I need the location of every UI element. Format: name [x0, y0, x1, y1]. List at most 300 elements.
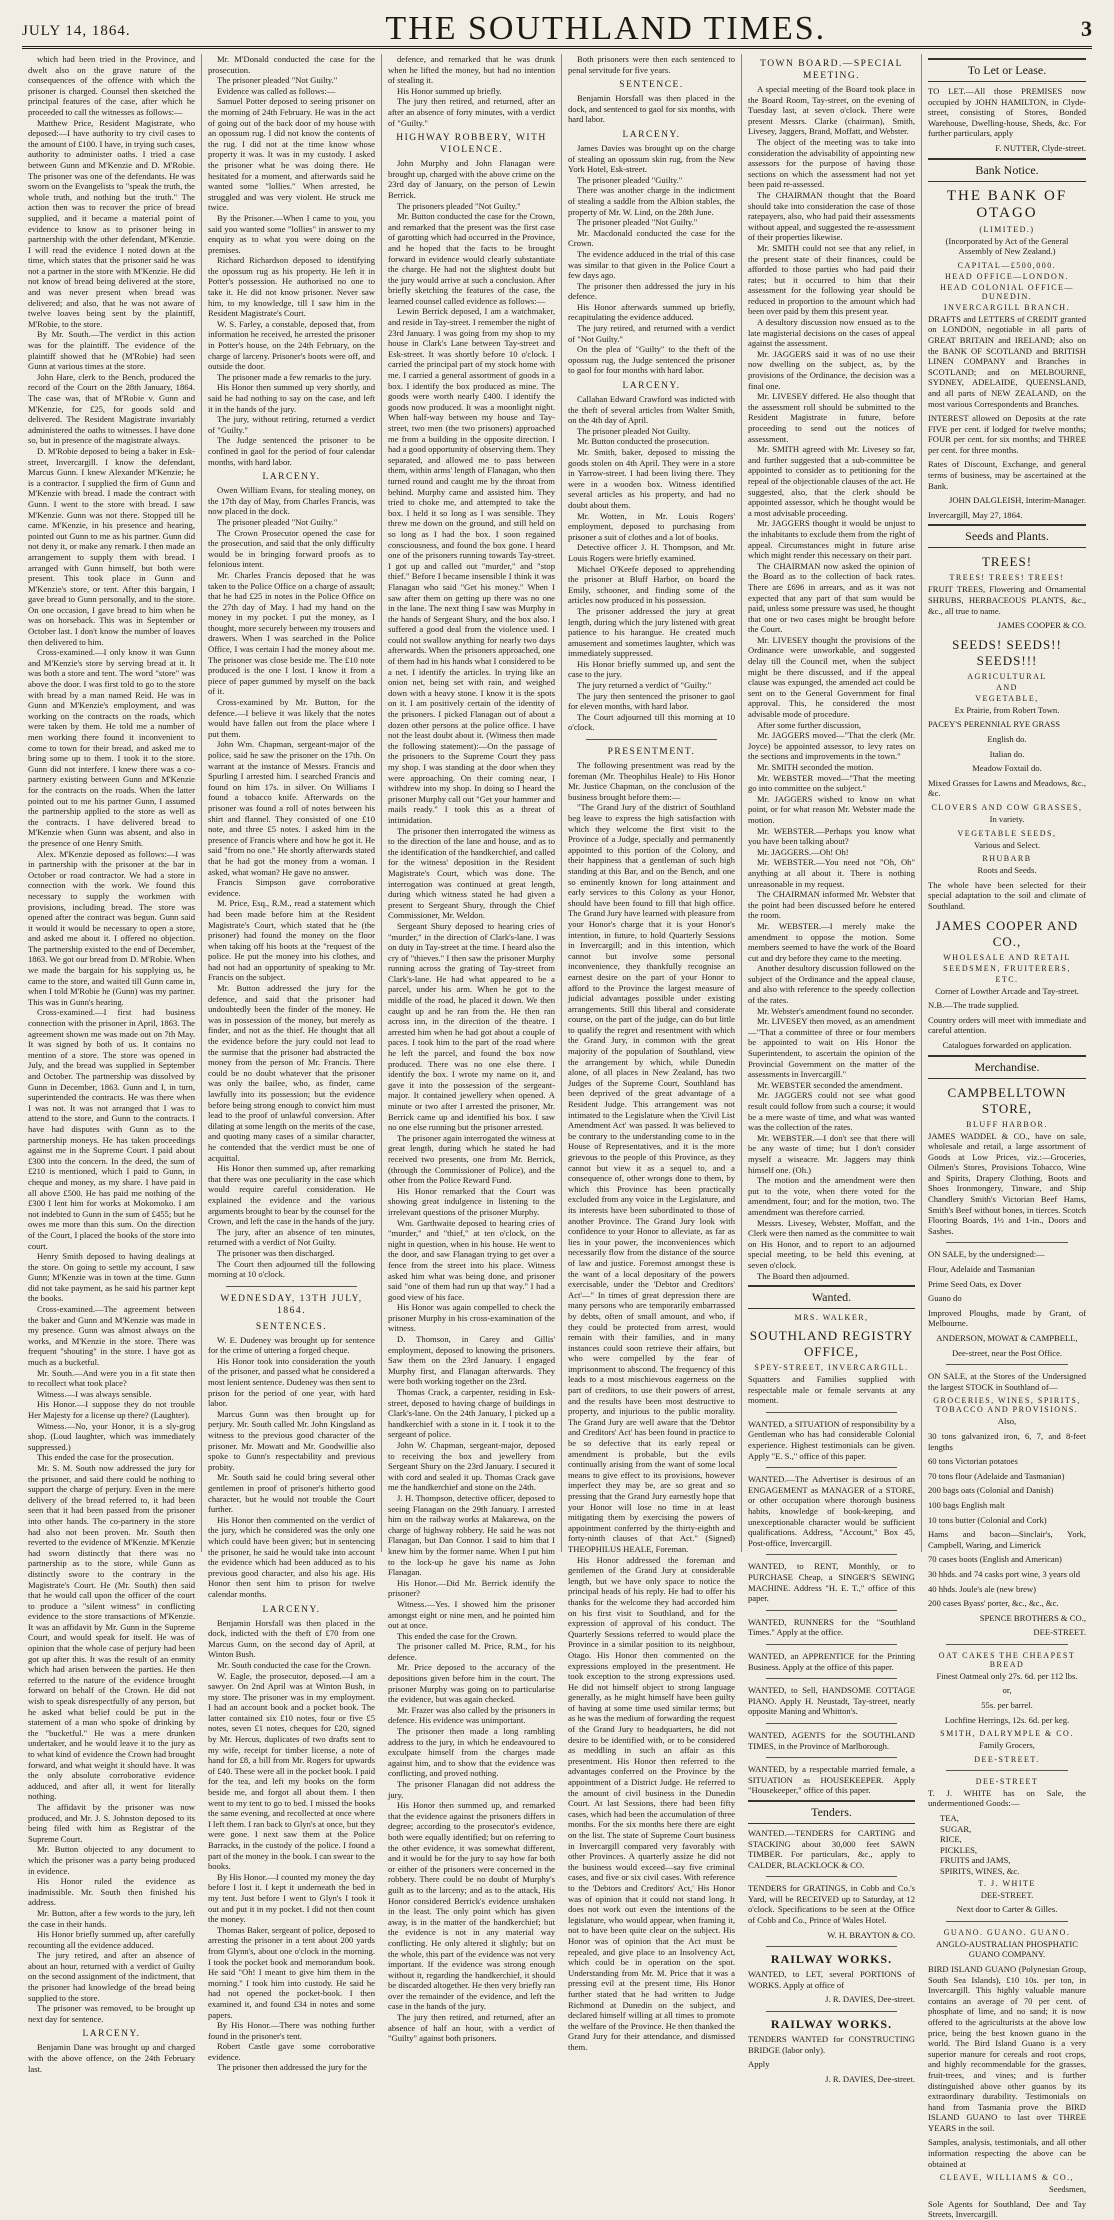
article-paragraph: Benjamin Dane was brought up and charged with the above offence, on the 24th February last. [28, 2042, 195, 2074]
registry-office-body: Squatters and Families supplied with respectable male or female servants at any moment. [748, 1374, 915, 1406]
article-paragraph: Mr. JAGGERS said it was of no use their now dwelling on the subject, as, by the provisions of the Ordinance, the decision was a final one. [748, 348, 915, 391]
article-paragraph: His Honor ruled the evidence as inadmissible. Mr. South then finished his address. [28, 1876, 195, 1908]
col3-paragraphs-2 [388, 158, 555, 2044]
col4-paragraphs-3 [568, 143, 735, 376]
white-intro: T. J. WHITE has on Sale, the undermentioned Goods:— [928, 1787, 1086, 1809]
seeds-heading: SEEDS! SEEDS!! SEEDS!!! [952, 636, 1062, 668]
white-list [928, 1813, 1086, 1877]
oat-cakes-sub: Finest Oatmeal only 27s. 6d. per 112 lbs. [936, 1670, 1078, 1681]
divider [766, 1554, 897, 1555]
divider [226, 1286, 357, 1287]
campbelltown-body: JAMES WADDEL & CO., have on sale, wholesale and retail, a large assortment of Goods at Low Prices, viz.:—Groceries, Oilmen's Stores, Provisions Tobacco, Wine and Spirits, Drapery Clothing, Boots and Shoes Ironmongery, Tinware, and Ship Chandlery Smith's Victorian Beef Hams, Smith's Beef without bones, in tierces. Scotch Flooring Boards, 1½ and 1-in., Doors and Sashes. [928, 1130, 1086, 1236]
ad-line: WANTED, to RENT, Monthly, or to PURCHASE Cheap, a SINGER'S SEWING MACHINE. Address "H. E. T.," office of this paper. [748, 1561, 915, 1604]
article-paragraph: The prisoner then interrogated the witness as to the direction of the lane and house, and as to the identification of the handkerchief, and called for the witness' deposition in the Resident Magistrate's Court, which was done. The interrogation was continued at great length, during which witness stated he had given a present to Sergeant Shury, through the Chief Commissioner, Mr. Weldon. [388, 825, 555, 921]
smith-address: DEE-STREET. [974, 1754, 1040, 1764]
seeds-ex: Ex Prairie, from Robert Town. [954, 704, 1060, 715]
divider [946, 1242, 1068, 1243]
article-paragraph: Mr. South conducted the case for the Crown. [217, 1659, 371, 1670]
article-paragraph: The object of the meeting was to take into consideration the advisability of appointing new assessors for the purpose of having those sections on which the assessment had not yet been paid re-assessed. [748, 136, 915, 190]
bank-incorporation: (Incorporated by Act of the General Assembly of New Zealand.) [945, 235, 1069, 257]
col2-paragraphs-1 [208, 54, 375, 467]
seeds-and: AND [996, 682, 1018, 692]
white-next-door: Next door to Carter & Gilles. [956, 1904, 1058, 1915]
article-paragraph: John W. Chapman, sergeant-major, deposed to receiving the box and jewellery from Sergeant Shury on the 23rd January. I secured it with cord and sealed it up. Thomas Crack gave me the handkerchief and stone on the 24th. [388, 1440, 555, 1493]
article-paragraph: Lewin Berrick deposed, I am a watchmaker, and reside in Tay-street. I remember the night of 23rd January. I was going from my shop to my house in Clark's Lane between Tay-street and Esk-street. It was shortly before 10 o'clock. I carried the principal part of my stock home with me. I carried a general assortment of goods in a box. I identify the box produced as mine. The goods were worth nearly £400. I identify the goods now produced. It was a moonlight night. When half-way between my house and Tay-street, two men (the two prisoners) approached me from a building in the opposite direction. I had a good opportunity of observing them. They separated, and allowed me to pass between them, within arms' length of Flanagan, who then turned round and caught me by the throat from behind. Murphy came and assisted him. They tried to choke me, and attempted to take the box. I held it so long as I was sensible. They threw me down on the ground, and still held on so long as I had the box. I soon regained consciousness, and found the box gone. I heard one of the prisoners running towards Tay-street. I got up and called out "murder," and "stop thief." Before I became insensible I think it was Flanagan who said "Get his money." When I saw after them on getting up there was no one in the lane. The next thing I saw was Murphy in the hands of Sergeant Shury, and the box also. I suffered a good deal from the violence used. I could not swallow anything for nearly two days afterwards. When the prisoners approached, one of them had in his hands what I considered to be a net. I identify the articles. In trying like an onion net, being set with rain, and weighed down with a heavy stone. I know it is the spots on it. I am positively certain of the identity of the prisoners. I picked Flanagan out of about a dozen other persons at the police office. I have not the least doubt about it. (Witness then made the following statement):—On the passage of the prisoners to the Supreme Court they pass my shop. I was standing at the door when they were approaching. On their coming near, I withdrew into my shop. In doing so I heard the prisoner Murphy call out "Get your hammer and mails ready." I took this as a threat of intimidation. [388, 306, 555, 825]
divider [946, 1644, 1068, 1645]
ad-line: SUGAR, [940, 1823, 972, 1834]
article-paragraph: The motion and the amendment were then put to the vote, when there voted for the amendment, four; and for the motion, two. The amendment was therefore carried. [748, 1175, 915, 1217]
col4-paragraphs-1 [568, 54, 735, 75]
trees-body: FRUIT TREES, Flowering and Ornamental SHRUBS, HERBACEOUS PLANTS, &c., &c., all true to name. [928, 584, 1086, 616]
article-paragraph: This ended the case for the Crown. [397, 1630, 518, 1641]
article-paragraph: John Wm. Chapman, sergeant-major of the police, said he saw the prisoner on the 17th. On warrant at the instance of Messrs. Francis and Spurling I arrested him. I searched Francis and found on him 17s. in silver. On Williams I found a tobacco knife. Afterwards on the prisoner was found a roll of notes between his shirt and flannel. They consisted of one £10 note, and three £5 notes. I asked him in the presence of Francis where and how he got it. He said "from no one." He shortly afterwards stated that he had got the money from a woman. I asked, what woman? He gave no answer. [208, 739, 375, 877]
ad-line: 40 hhds. Joule's ale (new brew) [928, 1583, 1036, 1594]
column-3 [382, 54, 562, 2044]
article-paragraph: Henry Smith deposed to having dealings at the store. On going to settle my account, I saw Gunn; M'Kenzie was in town at the time. Gunn did not take payment, as he said his partner kept the books. [28, 1251, 195, 1304]
oat-cakes-heading: OAT CAKES THE CHEAPEST BREAD [938, 1650, 1076, 1669]
article-paragraph: D. M'Robie deposed to being a baker in Esk-street, Invercargill. I know the defendant, Marcus Gunn. I knew Alexander M'Kenzie; he is a contractor. I supplied the firm of Gunn and M'Kenzie with bread. I made the contract with Gunn. I went to the store with bread. I saw M'Kenzie. Gunn was not there. Stopped till he came. M'Kenzie, in his presence and hearing, pointed out Gunn to me as his partner. Gunn did not deny it, or make any remark. I then made an arrangement to supply them with bread. I arranged with Gunn himself, but both were present. This took place in Gunn and M'Kenzie's store, or tent. After this bargain, I gave bread to Gunn personally, and to the store. On one occasion, I gave bread to him when he was on horseback. This was in September or October last. I don't know the number of loaves then delivered to him. [28, 445, 195, 647]
ad-line: 30 hhds. and 74 casks port wine, 3 years old [928, 1568, 1081, 1579]
presentment-heading: PRESENTMENT. [607, 747, 696, 758]
ad-line: English do. [987, 734, 1027, 744]
larceny-heading: LARCENY. [622, 129, 681, 140]
bank-branch: INVERCARGILL BRANCH. [943, 302, 1071, 312]
article-paragraph: By Mr. South.—The verdict in this action was for the plaintiff. The evidence of the plaintiff showed that he (M'Robie) had seen Gunn at various times at the store. [28, 329, 195, 372]
railway-works-heading: RAILWAY WORKS. [770, 1952, 893, 1967]
article-paragraph: Marcus Gunn was then brought up for perjury. Mr. South called Mr. John Kingsland as witness to the previous good character of the prisoner. Mr. Mowatt and Mr. Goodwillie also spoke to Gunn's respectability and previous probity. [208, 1408, 375, 1472]
seeds-vegetable: VEGETABLE, [975, 693, 1039, 703]
article-paragraph: Thomas Baker, sergeant of police, deposed to arresting the prisoner in a tent about 200 yards from Glynn's, about one o'clock in the morning. I took the pocket book and memorandum book. He said "Oh! I meant to give him them in the morning." I took him into custody. He said he had not opened the pocket-book. I then examined it, and found £34 in notes and some papers. [208, 1924, 375, 2020]
article-paragraph: The Board then adjourned. [757, 1270, 850, 1281]
campbelltown-sub: BLUFF HARBOR. [966, 1119, 1048, 1129]
guano-body: BIRD ISLAND GUANO (Polynesian Group, South Sea Islands), £10 10s. per ton, in Invercargill. This highly valuable manure contains an average of 70 per cent. of phosphate of lime, and no sand; it is now offered to the agriculturists at the above low price, being the best known guano in the world. The Bird Island Guano is a very superior manure for cereals and root crops, and highly recommendable for the grasses, fruit-trees, and vines; and is further distinguished above other guanos by its extraordinary durability. Testimonials on hand from Tasmania prove the BIRD ISLAND GUANO to last over THREE YEARS in the soil. [928, 1963, 1086, 2133]
article-paragraph: The CHAIRMAN now asked the opinion of the Board as to the collection of back rates. There are £696 in arrears, and as it was not expected that any part of that sum would be paid, unless some pressure was used, he thought that one or two cases might be brought before the Court. [748, 560, 915, 635]
ad-line: Flour, Adelaide and Tasmanian [928, 1264, 1035, 1275]
ad-line: WANTED, a SITUATION of responsibility by a Gentleman who has had considerable Colonial experience. Highest testimonials can be given. Apply "E. S.," office of this paper. [748, 1418, 915, 1461]
smith-heading: SMITH, DALRYMPLE & CO. [940, 1729, 1074, 1739]
on-sale-address: Dee-street, near the Post Office. [951, 1347, 1063, 1358]
divider [766, 1678, 897, 1679]
article-paragraph: Mr. SMITH seconded the motion. [757, 762, 874, 772]
col2-paragraphs-3 [208, 1335, 375, 1600]
sentences-heading: SENTENCES. [255, 1321, 328, 1332]
article-paragraph: The prisoner again interrogated the witness at great length, during which he stated he had received two presents, one from Mr. Berrick, (through the Commissioner of Police), and the other from the Police Reward Fund. [388, 1132, 555, 1186]
seeds-list [928, 734, 1086, 774]
registry-office-title: SOUTHLAND REGISTRY OFFICE, [749, 1328, 914, 1360]
ad-line: Prime Seed Oats, ex Dover [928, 1278, 1022, 1289]
stores-signature: SPENCE BROTHERS & CO., [979, 1612, 1086, 1623]
town-board-heading: TOWN BOARD.—SPECIAL MEETING. [760, 59, 903, 81]
article-paragraph: Another desultory discussion followed on the subject of the Ordinance and the appeal clause, and also with reference to the speedy collection of the rates. [748, 963, 915, 1006]
column-2 [202, 54, 382, 2073]
ad-line: SPIRITS, WINES, &c. [940, 1866, 1020, 1876]
article-paragraph: The jury retired, and returned with a verdict of "Not Guilty." [568, 323, 735, 344]
trees-subheading: TREES! TREES! TREES! [949, 573, 1065, 583]
article-paragraph: Witness.—No, your Honor, it is a sly-grog shop. (Loud laughter, which was immediately suppressed.) [28, 1420, 195, 1452]
stores-list [928, 1431, 1086, 1609]
newspaper-title: THE SOUTHLAND TIMES. [385, 10, 827, 47]
divider [766, 1876, 897, 1877]
article-paragraph: Cross-examined.—The agreement between the baker and Gunn and M'Kenzie was made in my presence. Gunn was almost always on the works, and M'Kenzie in the store. There was frequent "shouting" in the store. I have got as much as a bucketful. [28, 1304, 195, 1368]
ad-line: 200 cases Byass' porter, &c., &c., &c. [928, 1598, 1059, 1609]
article-paragraph: The jury retired, and after an absence of about an hour, returned with a verdict of Guilty on the second assignment of the indictment, that the prisoner had knowledge of the bread being supplied to the store. [28, 1950, 195, 2003]
seeds-clover: CLOVERS AND COW GRASSES, [931, 802, 1083, 812]
tender-signature: W. H. BRAYTON & CO. [827, 1929, 915, 1940]
article-paragraph: James Davies was brought up on the charge of stealing an opossum skin rug, from the New York Hotel, Esk-street. [568, 142, 735, 175]
bank-body: DRAFTS and LETTERS of CREDIT granted on LONDON, negotiable in all parts of GREAT BRITAIN and IRELAND; also on the BANK OF SCOTLAND and BRITISH LINEN COMPANY and Branches in SCOTLAND; and on MELBOURNE, SYDNEY, ADELAIDE, QUEENSLAND, and all parts of NEW ZEALAND, on the most various Correspondents and Branches. [928, 313, 1086, 409]
article-paragraph: Mr. WEBSTER.—I merely make the amendment to oppose the motion. Some members seemed to have the work of the Board cut and dry before they came to the meeting. [748, 920, 915, 963]
article-paragraph: Francis Simpson gave corroborative evidence. [208, 877, 375, 898]
rhubarb-sub: Roots and Seeds. [977, 865, 1037, 876]
article-paragraph: The jury then retired, and returned, after an absence of half an hour, with a verdict of "Guilty" against both prisoners. [388, 2012, 555, 2044]
railway-works-2-apply: Apply [748, 2059, 770, 2070]
oat-cakes-or: or, [1002, 1685, 1012, 1696]
article-paragraph: The prisoner addressed the jury at great length, during which the jury listened with great patience to his harangue. He created much amusement and sometimes laughter, which was immediately suppressed. [568, 605, 735, 659]
vegetable-seeds-various: Various and Select. [973, 839, 1041, 850]
ad-line: TENDERS for GRATINGS, in Cobb and Co.'s Yard, will be RECEIVED up to Saturday, at 12 o'clock. Specifications to be seen at the Office of Cobb and Co., Prince of Wales Hotel. [748, 1883, 915, 1926]
columns [22, 54, 1092, 2220]
article-paragraph: After some further discussion, [757, 719, 862, 730]
article-paragraph: His Honor then commented on the verdict of the jury, which he considered was the only one which could have been given; but in sentencing the prisoner, he said he would take into account the evidence which had been adduced as to his previous good character, and also his age. His Honor then sent him to prison for twelve calendar months. [208, 1514, 375, 1599]
article-paragraph: Cross-examined.—I only know it was Gunn and M'Kenzie's store by serving bread at it. It was both a store and tent. The word "store" was above the door. I was first told to go to the store with bread by a man named Reid. He was in Gunn and M'Kenzie's employment, and was working on the contracts on the roads, which were taken by them. He told me a number of men working there found it inconvenient to come to town for their bread, and asked me to bring some up to them. I took it to the store. Gunn did not interfere. I knew there was a co-partnery existing between Gunn and M'Kenzie for the contracts on the roads. When the latter pointed out to me his partner Gunn, I assumed the partnership applied to the store as well as the contracts. I have delivered bread to M'Kenzie when Gunn was absent, and also in the presence of one Henry Smith. [28, 647, 195, 848]
article-paragraph: His Honor remarked that the Court was showing great indulgence in listening to the irrelevant questions of the prisoner Murphy. [388, 1185, 555, 1217]
divider [766, 1610, 897, 1611]
article-paragraph: John Murphy and John Flanagan were brought up, charged with the above crime on the 23rd day of January, on the person of Lewin Berrick. [388, 158, 555, 200]
cooper-orders: Country orders will meet with immediate and careful attention. [928, 1014, 1086, 1036]
guano-heading: GUANO. GUANO. GUANO. [943, 1927, 1071, 1937]
article-paragraph: By His Honor.—There was nothing further found in the prisoner's tent. [208, 2020, 375, 2041]
ad-line: PICKLES, [940, 1844, 978, 1855]
ad-line: Meadow Foxtail do. [972, 763, 1042, 774]
article-paragraph: Robert Castle gave some corroborative evidence. [208, 2041, 375, 2062]
article-paragraph: "The Grand Jury of the district of Southland beg leave to express the high satisfaction with which they welcome the first visit to the Province of a Judge, specially and permanently appointed to this portion of the Colony, and their happiness that a gentleman of such high standing at this Bar, and on the Bench, and one so eminently known for long attainment and early services to this Colony as your Honor, should have been found to fill that high office. The Grand Jury have learned with pleasure from your Honor's charge that it is your Honor's intention, in future, to hold Quarterly Sessions in Invercargill; and in this intention, which cannot but involve some personal inconvenience, they thankfully recognise an earnest desire on the part of your Honor to afford to the Province the largest measure of judicial advantages possible under existing arrangements. Still this liberal and considerate course, on the part of the judge, can do but little to qualify the regret and resentment with which the Grand Jury, in common with the great majority of the population of Southland, view the arrangement by which, while Dunedin alone, of all places in New Zealand, has two Judges of the Supreme Court, Southland has been deprived of the great advantage of a Resident Judge. This arrangement was not intimated to the Legislature when the 'Civil List Amendment Act' was passed. It was believed to be contrary to the understanding come to in the House of Representatives, and it is the more grievous to the people of this Province, as they cannot but view it as a sequel to, and a consequence of, other wrongs done to them, by which this Province has been practically excluded from any voice in the Legislature, and its interests have been subordinated to those of another Province. The Grand Jury look with confidence to your Honor to alleviate, as far as lies in your power, the inconveniences which necessarily flow from the distance of the source of law and justice. Foremost amongst these is the want of a local depositary of the powers exercisable, under the 'Debtor and Creditors' Act'—" In times of great depression there are many persons who are temporarily embarrassed by debts, often of small amount, and who, if they could be protected from arrest, would remain with their families, and in many instances could soon retrieve their affairs, but who were compelled by the fear of imprisonment to abscond. The frequency of this leads to a most mischievous eagerness on the part of creditors, to use their powers of arrest, and the results have been most destructive to property, and injurious to the public morality. The Grand Jury are well aware that the 'Debtor and Creditors' Act' has been found in practice to be so defective that its early repeal or amendment is probable, but the evils continually arising from the want of some local means to give effect to its provisions, however imperfect they may be, are so great and so pressing that the Grand Jury earnestly hope that your Honor will lose no time in at least mitigating them by exercising the powers of appointment conferred by the thirty-eighth and forty-ninth clauses of that Act." (Signed) THEOPHILUS HEALE, Foreman. [568, 802, 735, 1554]
article-paragraph: Mr. Smith, baker, deposed to missing the goods stolen on 4th April. They were in a store in Yarrow-street. I had been living there. They were in a wooden box. Witness identified several articles as his property, and had no doubt about them. [568, 447, 735, 510]
article-paragraph: Benjamin Horsfall was then placed in the dock, and sentenced to gaol for six months, with hard labor. [568, 93, 735, 125]
larceny-heading: LARCENY. [622, 381, 681, 392]
article-paragraph: His Honor briefly summed up, after carefully recounting all the evidence adduced. [28, 1929, 195, 1950]
article-paragraph: His Honor addressed the foreman and gentlemen of the Grand Jury at considerable length, but we have only space to notice the principal heads of his reply. He had to offer his thanks for the welcome they had accorded him on his first visit to Southland, and for the expression of approval of his conduct. The Quarterly Sessions referred to would place the Province in a similar position to its neighbour, Otago. His Honor then commented on the expressions employed in the presentment. He took exception to the strong expressions used. He did not himself object to strong language generally, as he might himself have been guilty of having at some time used similar terms; but as he was the medium of forwarding the request of the Grand Jury to headquarters, he did not desire to be identified with, or to be considered as meddling in such an affair as this presentment. His Honor then referred to the advantages conferred on the Province by the appointment of a District Judge. He referred to the amount of civil business in the Dunedin Court. At last Sessions, there had been fifty cases, which had been the accumulation of three months. For the six months here there are eight on the list. The state of Supreme Court business in Invercargill compared very favorably with other Provinces. A quarterly assize he did not the business would exceed—say five criminal cases, and five or six civil cases. With reference to the 'Debtors and Creditors' Act,' His Honor was of opinion that it could not stand long. It does not work out even the intentions of the legislature, who would appear, when framing it, not to have been quite clear on the subject. His Honor was of opinion that the Act must be repealed, and give place to an Insolvency Act, which could be in operation on the spot. Understanding from Mr. M. Price that it was a pressing evil at the present time, His Honor further stated that he had written to Judge Richmond at Dunedin on the subject, and declared himself willing at all times to promote the welfare of the Province. He then thanked the Grand Jury for their attendance, and dismissed them. [568, 1554, 735, 2052]
on-sale-list [928, 1264, 1086, 1329]
article-paragraph: The evidence adduced in the trial of this case was similar to that given in the Police Court a few days ago. [568, 248, 735, 281]
seeds-various: In variety. [989, 813, 1025, 824]
seeds-pacey: PACEY'S PERENNIAL RYE GRASS [928, 719, 1060, 730]
article-paragraph: Cross-examined.—I first had business connection with the prisoner in April, 1863. The agreement shown me was made out on 7th May. It was signed by both of us. It contains no mention of a store. The store was opened in July, and the bread was supplied in September and October. The partnership was dissolved by Gunn in December, 1863. Gunn and I, in turn, superintended the contracts. He was there when I was not. It was not arranged that I was to attend to the store, and Gunn to the contracts. I have had disputes with Gunn as to the partnership moneys. He has taken proceedings against me in the Supreme Court. I paid about £300 into the concern. In the deed, the sum of £210 is mentioned, which I paid to Gunn, in cheque and money, as my share. I have paid in all above £500. He has paid me nothing of the £300 I lent him for works at Mokomoko. I am not indebted to Gunn in the sum of £455; but he owes me more than this sum. On the direction of the Court, I placed the books of the store into court. [28, 1007, 195, 1251]
stores-also: Also, [997, 1416, 1017, 1427]
col4-paragraphs-4 [568, 394, 735, 733]
article-paragraph: Wm. Garthwaite deposed to hearing cries of "murder," and "thief," at ten o'clock, on the night in question, when in his house. He went to the door, and saw Flanagan trying to get over a fence from the street into his place. Witness asked him what was being done, and prisoner said "one of them had run up that way." I had a good view of his face. [388, 1217, 555, 1302]
col4-paragraphs-5 [568, 760, 735, 2052]
article-paragraph: The prisoner pleaded "Not Guilty." [217, 516, 338, 527]
article-paragraph: Matthew Price, Resident Magistrate, who deposed:—I have authority to try civil cases to the amount of £100. I have, in trying such cases, authority to administer oaths. I tried a case between Gunn and M'Kenzie and D. M'Robie. The prisoner was one of the defendants. He was sworn on the Evangelists to "speak the truth, the whole truth, and nothing but the truth." The action then was to recover the price of bread supplied, and it became a material point of evidence to know as to prisoner being in partnership with the other defendant, M'Kenzie. I will read the evidence I noted down at the time, which states that the prisoner said he was not a partner in the store with M'Kenzie. He did not know of bread being delivered at the store, and was never present when bread was delivered; and also, that he was not aware of twelve loaves being sent by the plaintiff, M'Robie, to the store. [28, 117, 195, 329]
article-paragraph: Mr. M'Donald conducted the case for the prosecution. [208, 54, 375, 75]
article-paragraph: Mr. Frazer was also called by the prisoners in defence. His evidence was unimportant. [388, 1704, 555, 1726]
article-paragraph: The prisoner pleaded "Not Guilty." [217, 75, 338, 86]
article-paragraph: A desultory discussion now ensued as to the late magisterial decisions on the cases of appeal against the assessment. [748, 317, 915, 349]
article-paragraph: Mr. Wotten, in Mr. Louis Rogers' employment, deposed to purchasing from prisoner a suit of clothes and a lot of books. [568, 510, 735, 542]
article-paragraph: W. E. Dudeney was brought up for sentence for the crime of uttering a forged cheque. [208, 1334, 375, 1356]
article-paragraph: Mr. Button objected to any document to which the prisoner was a party being produced in evidence. [28, 1844, 195, 1876]
article-paragraph: His Honor took into consideration the youth of the prisoner, and passed what he considered a most lenient sentence. Dudeney was then sent to prison for the period of one year, with hard labor. [208, 1355, 375, 1409]
article-paragraph: Mr. LIVESEY thought the provisions of the Ordinance were unworkable, and suggested delay till the Council met, when the subject might be there discussed, and if the appeal clause was expunged, the amended act could be sent on to the General Government for final approval. This, he considered the most advisable mode of procedure. [748, 634, 915, 720]
dee-street-heading: DEE-STREET [975, 1776, 1039, 1786]
article-paragraph: Thomas Crack, a carpenter, residing in Esk-street, deposed to having charge of buildings in Clark's-lane. On the 24th January, I picked up a handkerchief with a stone in it. I took it to the sergeant of police. [388, 1387, 555, 1440]
stores-heading: ON SALE, at the Stores of the Undersigned the largest STOCK in Southland of— [928, 1371, 1086, 1392]
article-paragraph: Sergeant Shury deposed to hearing cries of "murder," in the direction of Clark's-lane. I was on duty in Tay-street at the time. I heard also the cry of "thieves." I then saw the prisoner Murphy running across the grating of Tay-street from Clark's-lane. He had what appeared to be a parcel, under his arm. When he got to the middle of the road, he placed it down. We then caught up and he ran from the. He then ran across inn, in the direction of the theatre. I arrested him when he had got about a couple of paces. I took him to the part of the road where he left the parcel, and found the box now produced. There was no one else there. I identify the box. I wrote my name on it, and gave it into the possession of the sergeant-major. It contained jewellery when opened. A minute or two after I arrested the prisoner, Mr. Berrick came up and identified his box. I saw no one else running but the prisoner arrested. [388, 920, 555, 1133]
walker-name: MRS. WALKER, [794, 1313, 869, 1323]
divider [766, 1412, 897, 1413]
article-paragraph: Benjamin Horsfall was then placed in the dock, indicted with the theft of £70 from one Marcus Gunn, on the second day of April, at Winton Bush. [208, 1617, 375, 1660]
article-paragraph: Mr. Button conducted the case for the Crown, and remarked that the present was the first case of garotting which had occurred in the Province, and he hoped that the facts to be brought forward in evidence would clearly substantiate the charge. He had not the slightest doubt but the jury would arrive at such a conclusion. After briefly sketching the features of the case, the learned counsel called evidence as follows:— [388, 211, 555, 306]
ad-line: Guano do [928, 1293, 962, 1304]
article-paragraph: Mr. WEBSTER moved—"That the meeting go into committee on the subject." [748, 772, 915, 794]
article-paragraph: Mr. S. M. South now addressed the jury for the prisoner, and said there could be nothing to support the charge of perjury. Even in the mere delivery of the bread referred to, it had been seen that it had been passed from the prisoner into other hands. The co-partnery in the store had also not been proven. Mr. South then reverted to the evidence of M'Kenzie. M'Kenzie had sworn distinctly that there was no partnership as to the store, while Gunn as distinctly swore to the contrary in the Magistrate's Court. He (Mr. South) then said that he would call upon the officer of the court to produce a "silent witness" in conflicting evidence to the store transactions of M'Kenzie. It was an affidavit by Mr. Gunn in the Supreme Court, and would speak for itself. He was of opinion that the whole case of perjury had been got up after this. It was the result of an enmity which had arisen between the parties. He then referred to the nature of the evidence brought forward on behalf of the Crown. He did not wish to speak disrespectfully of any person, but he asked what belief could be put in the statement of a man who spoke of drinking by the "bucketful." He was a mere drunken undertaker, and he would leave it to the jury as to what kind of evidence the Crown had brought forward, and what weight it should have. It was the only absolute corroborative evidence adduced, and after all, it went for literally nothing. [28, 1462, 195, 1802]
article-paragraph: Mr. WEBSTER seconded the amendment. [757, 1079, 903, 1090]
oat-cakes-price: 55s. per barrel. [981, 1700, 1033, 1711]
article-paragraph: Mr. Price deposed to the accuracy of the depositions given before him in the court. The prisoner Murphy was going on to particularise the evidence, but was again checked. [388, 1662, 555, 1705]
article-paragraph: Samuel Potter deposed to seeing prisoner on the morning of 24th February. He was in the act of going out of the back door of my house with an opossum rug. I did not know the contents of the rug. I did not at the time know whose property it was. It was in my custody. I asked the prisoner what he was doing there. He hesitated for a moment, and afterwards said he wanted some "lollies." When arrested, he struggled and was very violent. He struck me twice. [208, 96, 375, 213]
article-paragraph: The prisoner Flanagan did not address the jury. [388, 1779, 555, 1800]
trees-signature: JAMES COOPER & CO. [997, 620, 1086, 631]
seeds-agricultural: AGRICULTURAL [967, 671, 1047, 681]
article-paragraph: The prisoner pleaded "Guilty." [577, 174, 683, 185]
article-paragraph: The jury, after an absence of ten minutes, returned with a verdict of Not Guilty. [208, 1226, 375, 1248]
article-paragraph: His Honor then summed up, after remarking that there was one peculiarity in the case which would require careful consideration. He explained the evidence and the various arguments brought to bear by the counsel for the Crown, and left the case in the hands of the jury. [208, 1163, 375, 1227]
railway-works-2-body: TENDERS WANTED for CONSTRUCTING BRIDGE (labor only). [748, 2034, 915, 2055]
article-paragraph: Owen William Evans, for stealing money, on the 17th day of May, from Charles Francis, was now placed in the dock. [208, 485, 375, 517]
article-paragraph: The prisoner was removed, to be brought up next day for sentence. [28, 2003, 195, 2024]
article-paragraph: Mr. Button conducted the prosecution. [577, 436, 710, 447]
column-4 [562, 54, 742, 2052]
column-6 [922, 54, 1092, 2220]
page-number: 3 [1080, 16, 1092, 41]
col2-paragraphs-4 [208, 1618, 375, 2074]
cooper-trade: SEEDSMEN, FRUITERERS, [943, 963, 1071, 973]
article-paragraph: Mr. WEBSTER.—Perhaps you know what you have been talking about? [748, 825, 915, 847]
article-paragraph: The prisoner made a few remarks to the jury. [217, 371, 372, 382]
article-paragraph: Cross-examined by Mr. Button, for the defence.—I believe it was likely that the notes would have fallen out from the place where I put them. [208, 697, 375, 739]
article-paragraph: J. H. Thompson, detective officer, deposed to seeing Flanagan on the 29th January. I arrested him on the railway works at Makarewa, on the charge of highway robbery. He said he was not Flanagan, but Dan Connor. I said to him that I knew him by the former name. When I put him to the lock-up he gave his name as John Flanagan. [388, 1492, 555, 1578]
guano-signature: CLEAVE, WILLIAMS & CO., [939, 2173, 1075, 2183]
article-paragraph: Mr. South said he could bring several other gentlemen in proof of prisoner's hitherto good character, but he would not trouble the Court further. [208, 1472, 375, 1515]
article-paragraph: Alex. M'Kenzie deposed as follows:—I was in partnership with the prisoner at the bar in October or road contractor. We had a store in connection with the work. We found this necessary to supply the workmen with provisions, including bread. The store was opened after the contract was begun. Gunn said it would it would be necessary to open a store, and asked me about it. I offered no objection. The partnership existed to the end of December, 1863. We got our bread from D. M'Robie. When we made the bargain for his supplying us, he came to the store, and waited till Gunn came in, when I told M'Robie he (Gunn) was my partner. This was in Gunn's hearing. [28, 848, 195, 1007]
bank-signature: JOHN DALGLEISH, Interim-Manager. [949, 495, 1086, 506]
rhubarb-heading: RHUBARB [982, 854, 1032, 864]
larceny-heading: LARCENY. [82, 2029, 141, 2040]
article-paragraph: The jury then retired, and returned, after an after an absence of forty minutes, with a verdict of "Guilty." [388, 96, 555, 128]
article-paragraph: The prisoner pleaded Not Guilty. [577, 425, 691, 436]
article-paragraph: M. Price, Esq., R.M., read a statement which had been made before him at the Resident Magistrate's Court, which stated that he (the prisoner) had found the money on the floor when taking off his boots at the "request of the police. He put the money into his clothes, and had not had an opportunity of speaking to Mr. Francis on the subject. [208, 898, 375, 983]
article-paragraph: By His Honor.—I counted my money the day before I lost it. I kept it underneath the bed in my tent. Just before I went to Glyn's I took it out and put it in my pocket. I did not then count the money. [208, 1871, 375, 1925]
campbelltown-heading: CAMPBELLTOWN STORE, [947, 1084, 1067, 1116]
article-paragraph: Mr. JAGGERS.—Oh! Oh! [757, 846, 849, 857]
masthead [22, 4, 1092, 49]
article-paragraph: Michael O'Keefe deposed to apprehending the prisoner at Bluff Harbor, on board the Emily, schooner, and finding some of the articles now produced in his possession. [568, 563, 735, 606]
divider [766, 2011, 897, 2012]
article-paragraph: Witness.—I was always sensible. [37, 1388, 152, 1399]
article-paragraph: The prisoner pleaded "Not Guilty." [577, 217, 698, 228]
white-signature: T. J. WHITE [978, 1878, 1036, 1888]
trees-heading: TREES! [981, 554, 1033, 570]
article-paragraph: W. S. Farley, a constable, deposed that, from information he received, he arrested the prisoner in Potter's house, on the 24th February, on the charge of larceny. Prisoner's boots were off, and outside the door. [208, 318, 375, 372]
article-paragraph: Evidence was called as follows:— [217, 85, 336, 96]
bank-date: Invercargill, May 27, 1864. [928, 509, 1023, 520]
ad-line: TEA, [940, 1813, 959, 1824]
ad-line: 100 bags English malt [928, 1499, 1005, 1510]
col3-paragraphs-1 [388, 54, 555, 128]
larceny-heading: LARCENY. [262, 472, 321, 483]
article-paragraph: His Honor.—I suppose they do not trouble Her Majesty for a license up there? (Laughter). [28, 1399, 195, 1420]
seeds-body: The whole have been selected for their special adaptation to the soil and climate of Southland. [928, 879, 1086, 911]
section-to-let: To Let or Lease. [928, 58, 1086, 82]
smith-sub: Family Grocers, [979, 1740, 1035, 1751]
ad-line: WANTED.—TENDERS for CARTING and STACKING about 30,000 feet SAWN TIMBER. For particulars, &c., apply to CALDER, BLACKLOCK & CO. [748, 1827, 915, 1870]
ad-line: Improved Ploughs, made by Grant, of Melbourne. [928, 1307, 1086, 1329]
article-paragraph: Mr. Webster's amendment found no seconder. [757, 1005, 914, 1016]
article-paragraph: Both prisoners were then each sentenced to penal servitude for five years. [568, 54, 735, 75]
issue-date: JULY 14, 1864. [22, 23, 131, 39]
article-paragraph: Mr. Button addressed the jury for the defence, and said that the prisoner had undoubtedly been the finder of the money. He was in possession of the money, but merely as finder, and not as the thief. He thought that all the evidence before the jury could not lead to the surmise that the prisoner had abstracted the money from the person of Mr. Francis. There could be no doubt whatever that the prisoner was only the bailee, who, as finder, came lawfully into its possession; but the evidence before being strong enough to convict him must lead to the proof of unlawful conversion. After dilating at some length on the merits of the case, and quoting many cases of a similar character, he contended that the verdict must be one of acquittal. [208, 983, 375, 1163]
divider [766, 1467, 897, 1468]
bank-interest: INTEREST allowed on Deposits at the rate FIVE per cent. if lodged for twelve months; FOUR per cent. for six months; and THREE per cent. for three months. [928, 413, 1086, 455]
article-paragraph: Mr. Button, after a few words to the jury, left the case in their hands. [28, 1907, 195, 1929]
divider [946, 1364, 1068, 1365]
section-merchandise: Merchandise. [928, 1055, 1086, 1079]
article-paragraph: Mr. Macdonald conducted the case for the Crown. [568, 227, 735, 249]
section-bank: Bank Notice. [928, 158, 1086, 182]
article-paragraph: The jury then sentenced the prisoner to gaol for eleven months, with hard labor. [568, 690, 735, 712]
article-paragraph: Mr. JAGGERS moved—"That the clerk (Mr. Joyce) be appointed assessor, to levy rates on the sections and improvements in the town." [748, 730, 915, 762]
bank-name: THE BANK OF OTAGO [946, 187, 1068, 221]
to-let-body: TO LET.—All those PREMISES now occupied by JOHN HAMILTON, in Clyde-street, consisting of Stores, Bonded Warehouse, Dwelling-house, Sheds, &c. For further particulars, apply [928, 86, 1086, 139]
article-paragraph: Messrs. Livesey, Webster, Moffatt, and the Clerk were then named as the committee to wait on His Honor, and to report to an adjourned special meeting, to be held this evening, at seven o'clock. [748, 1217, 915, 1270]
guano-seedsmen: Seedsmen, [1049, 2184, 1086, 2195]
column-5 [742, 54, 922, 2084]
article-paragraph: defence, and remarked that he was drunk when he lifted the money, but had no intention of stealing it. [388, 54, 555, 86]
divider [946, 1921, 1068, 1922]
cooper-etc: ETC. [995, 974, 1019, 984]
article-paragraph: His Honor was again compelled to check the prisoner Murphy in his cross-examination of the witness. [388, 1302, 555, 1334]
section-tenders: Tenders. [748, 1800, 915, 1824]
article-paragraph: His Honor briefly summed up, and sent the case to the jury. [568, 658, 735, 680]
article-paragraph: There was another charge in the indictment of stealing a saddle from the Albion stables, the property of Mr. W. Lind, on the 28th June. [568, 185, 735, 217]
section-wanted: Wanted. [748, 1285, 915, 1309]
article-paragraph: Mr. SMITH agreed with Mr. Livesey so far, and further suggested that a sub-committee be appointed to consider as to petitioning for the repeal of the objectionable clauses of the act. He suggested, also, that the clerk should be appointed assessor, which he thought would be a most advisable proceeding. [748, 444, 915, 518]
stores-sub: GROCERIES, WINES, SPIRITS, TOBACCO AND PROVISIONS. [933, 1396, 1081, 1415]
article-paragraph: The Court then adjourned till the following morning at 10 o'clock. [208, 1258, 375, 1280]
on-sale-heading: ON SALE, by the undersigned:— [928, 1249, 1045, 1260]
col2-paragraphs-2 [208, 485, 375, 1280]
article-paragraph: His Honor.—Did Mr. Berrick identify the prisoner? [388, 1577, 555, 1599]
white-address: DEE-STREET. [980, 1889, 1034, 1900]
ad-line: 10 tons butter (Colonial and Cork) [928, 1514, 1047, 1525]
ad-line: WANTED, to Sell, HANDSOME COTTAGE PIANO. Apply H. Neustadt, Tay-street, nearly opposite Maning and Whitton's. [748, 1685, 915, 1717]
article-paragraph: Witness.—Yes. I showed him the prisoner amongst eight or nine men, and he pointed him out at once. [388, 1598, 555, 1631]
article-paragraph: On the plea of "Guilty" to the theft of the opossum rug, the Judge sentenced the prisoner to gaol for four months with hard labor. [568, 344, 735, 376]
divider [766, 1757, 897, 1758]
article-paragraph: By the Prisoner.—When I came to you, you said you wanted some "lollies" in answer to my enquiry as to what you were doing on the premises. [208, 212, 375, 255]
ad-line: 70 cases boots (English and American) [928, 1554, 1062, 1565]
article-paragraph: Richard Richardson deposed to identifying the opossum rug as his property. He left it in Potter's possession. He authorised no one to take it. He did not know prisoner. Never saw him, to my knowledge, till I saw him in the Resident Magistrate's Court. [208, 255, 375, 319]
article-paragraph: D. Thomson, in Carey and Gillis' employment, deposed to knowing the prisoners. Saw them on the 23rd January. I engaged Murphy first, and Flanagan afterwards. They were both working together on the 23rd. [388, 1334, 555, 1387]
ad-line: FRUITS and JAMS, [940, 1855, 1011, 1866]
article-paragraph: His Honor then summed up very shortly, and said he had nothing to say on the case, and left it in the hands of the jury. [208, 382, 375, 414]
ad-line: 70 tons flour (Adelaide and Tasmanian) [928, 1470, 1065, 1481]
article-paragraph: The prisoner was then discharged. [217, 1247, 335, 1258]
article-paragraph: The CHAIRMAN thought that the Board should take into consideration the case of those ratepayers, also, who had paid their assessments without appeal, and suggested the re-assessment of their properties likewise. [748, 189, 915, 243]
ad-line: Italian do. [989, 748, 1025, 759]
article-paragraph: John Hare, clerk to the Bench, produced the record of the Court on the 28th January, 1864. The case was, that of M'Robie v. Gunn and M'Kenzie, for £25, for goods sold and delivered. The Resident Magistrate invariably administered the oaths to witnesses. I have done so, but in presence of the magistrate always. [28, 371, 195, 446]
article-paragraph: Mr. LIVESEY differed. He also thought that the assessment roll should be submitted to the Resident Magistrate in future, before proceeding to send out the notices of assessment. [748, 391, 915, 444]
article-paragraph: The Crown Prosecutor opened the case for the prosecution, and said that the only difficulty would be in bringing forward proofs as to felonious intent. [208, 527, 375, 570]
bank-rates: Rates of Discount, Exchange, and general terms of business, may be ascertained at the Bank. [928, 459, 1086, 491]
article-paragraph: The prisoners pleaded "Not Guilty." [397, 200, 521, 211]
divider [586, 739, 717, 740]
article-paragraph: The jury returned a verdict of "Guilty." [577, 680, 712, 691]
cooper-catalogue: Catalogues forwarded on application. [942, 1039, 1072, 1050]
article-paragraph: His Honor then summed up, and remarked that the evidence against the prisoners differs in degree; according to the prosecutor's evidence, both were equally identified; but on referring to the other evidence, it was somewhat different, and it would be for the jury to say how far both or either of the prisoners were concerned in the robbery. There could be no doubt of Murphy's guilt as to the larceny; and as to the attack, His Honor considered Berrick's evidence unshaken in the least. The only point which has given away, is in the matter of the handkerchief; but the evidence is not in any material way conflicting. He only altered it slightly; but on the whole, this part of the evidence was not very important. If the evidence was strong enough without it, regarding the handkerchief, it should be discarded altogether. He then very briefly ran over the remainder of the evidence, and left the case in the hands of the jury. [388, 1800, 555, 2012]
ad-line: 30 tons galvanized iron, 6, 7, and 8-feet lengths [928, 1430, 1086, 1452]
guano-agents: Sole Agents for Southland, Dee and Tay Streets, Invercargill. [928, 2198, 1086, 2220]
ad-line: 60 tons Victorian potatoes [928, 1456, 1018, 1467]
divider [766, 1644, 897, 1645]
article-paragraph: Mr. JAGGERS thought it would be unjust to the inhabitants to exclude them from the right of appeal. Circumstances might in future arise which might render this necessary on their part. [748, 518, 915, 561]
article-paragraph: Mr. WEBSTER.—I don't see that there will be any waste of time; but I don't consider myself a wiseacre. Mr. Jaggers may think himself one. (Oh.) [748, 1132, 915, 1175]
railway-works-2-signature: J. R. DAVIES, Dee-street. [825, 2073, 915, 2084]
divider [766, 1946, 897, 1947]
article-paragraph: Detective officer J. H. Thompson, and Mr. Louis Rogers were briefly examined. [568, 542, 735, 563]
bank-colonial-office: HEAD COLONIAL OFFICE—DUNEDIN. [940, 282, 1074, 301]
ad-line: WANTED, RUNNERS for the "Southland Times." Apply at the office. [748, 1616, 915, 1638]
stores-address: DEE-STREET. [1033, 1627, 1086, 1638]
cooper-heading: JAMES COOPER AND CO., [935, 917, 1079, 949]
sentence-heading: SENTENCE. [619, 80, 684, 91]
article-paragraph: The prisoner then addressed the jury in his defence. [568, 280, 735, 302]
bank-capital: CAPITAL—£500,000. [957, 260, 1057, 270]
ad-line: Hams and bacon—Sinclair's, York, Campbell, Waring, and Limerick [928, 1529, 1086, 1550]
on-sale-signature: ANDERSON, MOWAT & CAMPBELL, [936, 1333, 1078, 1343]
article-paragraph: which had been tried in the Province, and dwelt also on the grave nature of the consequences of the offence with which the prisoner is charged. Counsel then sketched the principal features of the case, after which he proceeded to call the witnesses as follows:— [28, 54, 195, 117]
ad-line: WANTED, by a respectable married female, a SITUATION as HOUSEKEEPER. Apply "Housekeeper," office of this paper. [748, 1764, 915, 1796]
article-paragraph: Mr. South.—And were you in a fit state then to recollect what took place? [28, 1367, 195, 1389]
article-paragraph: Callahan Edward Crawford was indicted with the theft of several articles from Walter Smith, on the 4th day of April. [568, 394, 735, 426]
article-paragraph: The prisoner called M. Price, R.M., for his defence. [388, 1641, 555, 1662]
article-paragraph: Mr. JAGGERS could not see what good result could follow from such a course; it would be a mere waste of time, and what was wanted was the collection of the rates. [748, 1090, 915, 1133]
guano-samples: Samples, analysis, testimonials, and all other information respecting the above can be obtained at [928, 2137, 1086, 2169]
article-paragraph: The affidavit by the prisoner was now produced, and Mr. J. S. Johnston deposed to its being filed with him as Registrar of the Supreme Court. [28, 1801, 195, 1844]
article-paragraph: Mr. JAGGERS wished to know on what point, or for what reason Mr. Webster made the motion. [748, 793, 915, 825]
article-paragraph: W. Eagle, the prosecutor, deposed.—I am a sawyer. On 2nd April was at Winton Bush, in my store. The prisoner was in my employment. I had an account book and a pocket book. The latter contained six £10 notes, four or five £5 notes, seven £1 notes, cheques for £20, signed by Mr. Hercus, duplicates of two drafts sent to my wife, receipt for timber license, a note of hand for £8, a bill from Mr. Rogers for upwards of £40. These were all in the pocket book. I paid for the tea, and left my books on the form beside me, and forgot all about them. I then went to my tent to go to bed. I missed the books the same evening, and recollected at once where I left them. I ran back to Glyn's at once, but they were gone. I next saw them at the Police Barracks, in the custody of the police. I found a part of the money in the book. I can swear to the books. [208, 1670, 375, 1872]
article-paragraph: The CHAIRMAN informed Mr. Webster that the point had been discussed before he entered the room. [748, 889, 915, 921]
section-seeds: Seeds and Plants. [928, 524, 1086, 548]
col5-paragraphs-1 [748, 84, 915, 1281]
col4-paragraphs-2 [568, 93, 735, 125]
article-paragraph: The Court adjourned till this morning at 10 o'clock. [568, 711, 735, 733]
article-paragraph: His Honor summed up briefly. [397, 85, 502, 96]
bank-limited: (LIMITED.) [979, 224, 1035, 234]
tender-ads [748, 1828, 915, 1926]
article-paragraph: The jury, without retiring, returned a verdict of "Guilty." [208, 414, 375, 435]
article-paragraph: This ended the case for the prosecution. [37, 1452, 174, 1463]
guano-company: ANGLO-AUSTRALIAN PHOSPHATIC GUANO COMPANY. [935, 1938, 1079, 1960]
bank-head-office: HEAD OFFICE—LONDON. [944, 271, 1070, 281]
article-paragraph: Mr. LIVESEY then moved, as an amendment—"That a committee of three or four members be appointed to wait on His Honor the Superintendent, to ascertain the opinion of the Provincial Government on the matter of the assessments in Invercargill." [748, 1016, 915, 1080]
col1-paragraphs [28, 54, 195, 2024]
ad-line: WANTED, AGENTS for the SOUTHLAND TIMES, in the Province of Marlborough. [748, 1729, 915, 1751]
larceny-heading: LARCENY. [262, 1604, 321, 1615]
railway-works-body: WANTED, to LET, several PORTIONS of WORKS. Apply at office of [748, 1969, 915, 1990]
article-paragraph: His Honor afterwards summed up briefly, recapitulating the evidence adduced. [568, 301, 735, 323]
divider [766, 1723, 897, 1724]
